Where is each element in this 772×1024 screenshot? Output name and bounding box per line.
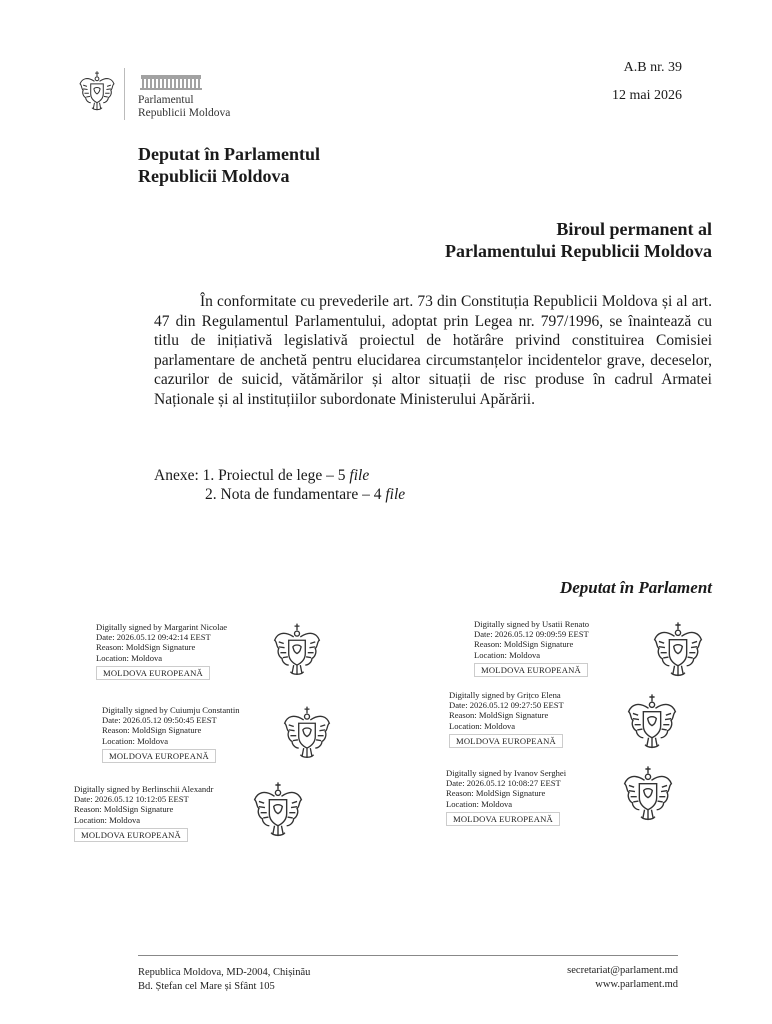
signature-date: Date: 2026.05.12 10:08:27 EEST — [446, 778, 561, 789]
footer-address-line1: Republica Moldova, MD-2004, Chișinău — [138, 967, 311, 978]
signature-location: Location: Moldova — [102, 735, 169, 746]
annexes-block — [154, 466, 405, 504]
recipient-line2: Parlamentului Republicii Moldova — [444, 241, 712, 261]
sender-block — [138, 143, 320, 187]
signature-signer: Digitally signed by Usatii Renato — [474, 619, 590, 629]
signature-location: Location: Moldova — [74, 814, 141, 825]
moldova-coat-of-arms-icon — [78, 70, 116, 114]
signature-date: Date: 2026.05.12 09:09:59 EEST — [474, 629, 589, 640]
signature-signer: Digitally signed by Berlinschii Alexandr — [74, 784, 214, 794]
signature-party: MOLDOVA EUROPEANĂ — [96, 666, 210, 680]
signature-date: Date: 2026.05.12 09:50:45 EEST — [102, 715, 217, 726]
annex-item-1-unit: file — [349, 467, 370, 484]
signature-seal-icon — [272, 622, 322, 680]
signature-seal-icon — [622, 764, 674, 826]
annexes-label: Anexe: — [154, 467, 199, 484]
signature-party: MOLDOVA EUROPEANĂ — [74, 828, 188, 842]
signature-block — [102, 705, 240, 763]
signature-reason: Reason: MoldSign Signature — [449, 710, 549, 721]
signature-signer: Digitally signed by Margarint Nicolae — [96, 622, 228, 632]
signature-seal-icon — [252, 780, 304, 842]
recipient-block — [382, 218, 712, 262]
signature-reason: Reason: MoldSign Signature — [446, 788, 546, 799]
document-date: 12 mai 2026 — [612, 88, 682, 103]
signature-block — [449, 690, 564, 748]
signature-block — [474, 619, 589, 677]
reference-number: A.B nr. 39 — [623, 60, 682, 75]
signature-signer: Digitally signed by Ivanov Serghei — [446, 768, 567, 778]
institution-line1: Parlamentul — [138, 94, 194, 106]
annex-item-2: 2. Nota de fundamentare – 4 — [205, 486, 386, 503]
footer-address — [138, 966, 310, 994]
annex-item-2-unit: file — [385, 486, 406, 503]
signature-party: MOLDOVA EUROPEANĂ — [474, 663, 588, 677]
signature-location: Location: Moldova — [474, 649, 541, 660]
signature-location: Location: Moldova — [446, 798, 513, 809]
signature-block — [96, 622, 227, 680]
recipient-line1: Biroul permanent al — [556, 219, 712, 239]
signature-reason: Reason: MoldSign Signature — [102, 725, 202, 736]
sender-line2: Republicii Moldova — [138, 166, 290, 186]
signature-seal-icon — [626, 692, 678, 754]
signature-location: Location: Moldova — [449, 720, 516, 731]
signature-date: Date: 2026.05.12 09:27:50 EEST — [449, 700, 564, 711]
signature-reason: Reason: MoldSign Signature — [474, 639, 574, 650]
signature-reason: Reason: MoldSign Signature — [96, 642, 196, 653]
footer-divider — [138, 955, 678, 956]
sender-line1: Deputat în Parlamentul — [138, 144, 320, 164]
footer-address-line2: Bd. Ștefan cel Mare și Sfânt 105 — [138, 981, 275, 992]
header-divider — [124, 68, 125, 120]
signature-block — [446, 768, 566, 826]
institution-line2: Republicii Moldova — [138, 107, 231, 119]
footer-website[interactable]: www.parlament.md — [595, 979, 678, 990]
signature-date: Date: 2026.05.12 09:42:14 EEST — [96, 632, 211, 643]
signature-party: MOLDOVA EUROPEANĂ — [446, 812, 560, 826]
institution-name — [138, 94, 230, 120]
signature-location: Location: Moldova — [96, 652, 163, 663]
closing-title: Deputat în Parlament — [559, 578, 712, 597]
signature-party: MOLDOVA EUROPEANĂ — [102, 749, 216, 763]
signature-seal-icon — [282, 705, 332, 763]
signature-party: MOLDOVA EUROPEANĂ — [449, 734, 563, 748]
footer-email[interactable]: secretariat@parlament.md — [567, 965, 678, 976]
signature-block — [74, 784, 213, 842]
footer-contact — [478, 964, 678, 992]
signature-seal-icon — [652, 620, 704, 682]
parliament-building-icon — [139, 72, 203, 90]
annex-item-1: 1. Proiectul de lege – 5 — [202, 467, 350, 484]
signature-signer: Digitally signed by Grițco Elena — [449, 690, 561, 700]
signature-signer: Digitally signed by Cuiumju Constantin — [102, 705, 240, 715]
signature-date: Date: 2026.05.12 10:12:05 EEST — [74, 794, 189, 805]
signature-reason: Reason: MoldSign Signature — [74, 804, 174, 815]
body-paragraph: În conformitate cu prevederile art. 73 din Constituția Republicii Moldova și al art. 47 din Regulamentul Parlamentului, adoptat prin Legea nr. 797/1996, se înaintează cu titlu de inițiativă legislativă proiectul de hotărâre privind constituirea Comisiei parlamentare de anchetă pentru elucidarea circumstanțelor incidentelor grave, deceselor, cazurilor de suicid, vătămărilor și altor situații de risc produse în cadrul Armatei Naționale și al instituțiilor subordonate Ministerului Apărării. — [154, 293, 712, 408]
